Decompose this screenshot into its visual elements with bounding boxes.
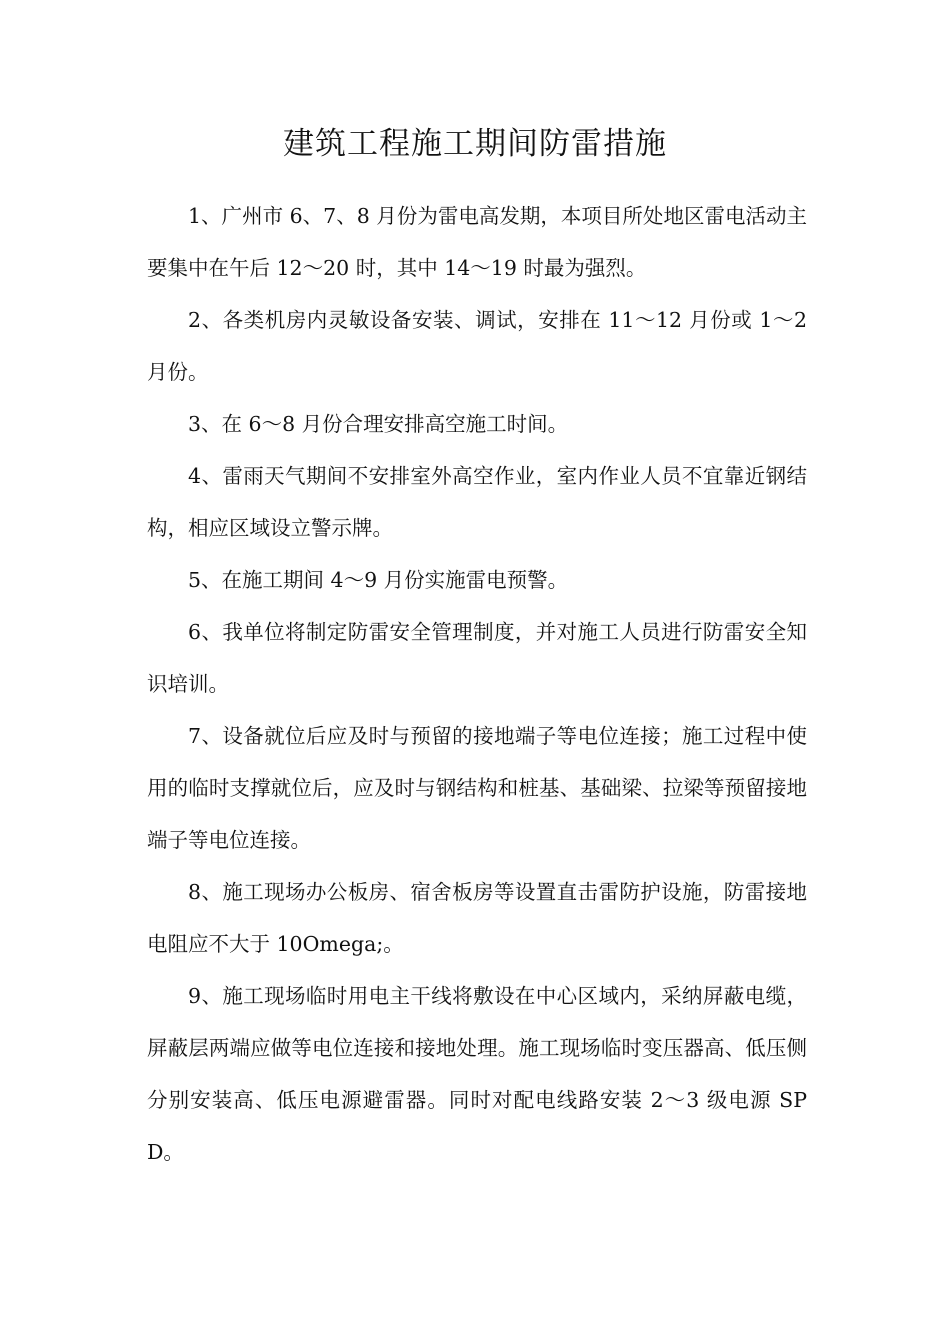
paragraph-9: 9、施工现场临时用电主干线将敷设在中心区域内，采纳屏蔽电缆，屏蔽层两端应做等电位连接和接地处理。施工现场临时变压器高、低压侧分别安装高、低压电源避雷器。同时对配电线路安装 2～3 级电源 SPD。	[147, 984, 807, 1164]
paragraph-8: 8、施工现场办公板房、宿舍板房等设置直击雷防护设施，防雷接地电阻应不大于 10Omega;。	[147, 880, 807, 956]
document-body	[147, 190, 807, 1178]
paragraph-7: 7、设备就位后应及时与预留的接地端子等电位连接；施工过程中使用的临时支撑就位后，应及时与钢结构和桩基、基础梁、拉梁等预留接地端子等电位连接。	[147, 724, 807, 852]
paragraph-5: 5、在施工期间 4～9 月份实施雷电预警。	[188, 568, 569, 592]
document-title: 建筑工程施工期间防雷措施	[283, 126, 667, 162]
paragraph-4: 4、雷雨天气期间不安排室外高空作业，室内作业人员不宜靠近钢结构，相应区域设立警示牌。	[147, 464, 807, 540]
paragraph-1: 1、广州市 6、7、8 月份为雷电高发期，本项目所处地区雷电活动主要集中在午后 12～20 时，其中 14～19 时最为强烈。	[147, 204, 807, 280]
paragraph-3: 3、在 6～8 月份合理安排高空施工时间。	[188, 412, 569, 436]
paragraph-2: 2、各类机房内灵敏设备安装、调试，安排在 11～12 月份或 1～2 月份。	[147, 308, 807, 384]
paragraph-6: 6、我单位将制定防雷安全管理制度，并对施工人员进行防雷安全知识培训。	[147, 620, 807, 696]
